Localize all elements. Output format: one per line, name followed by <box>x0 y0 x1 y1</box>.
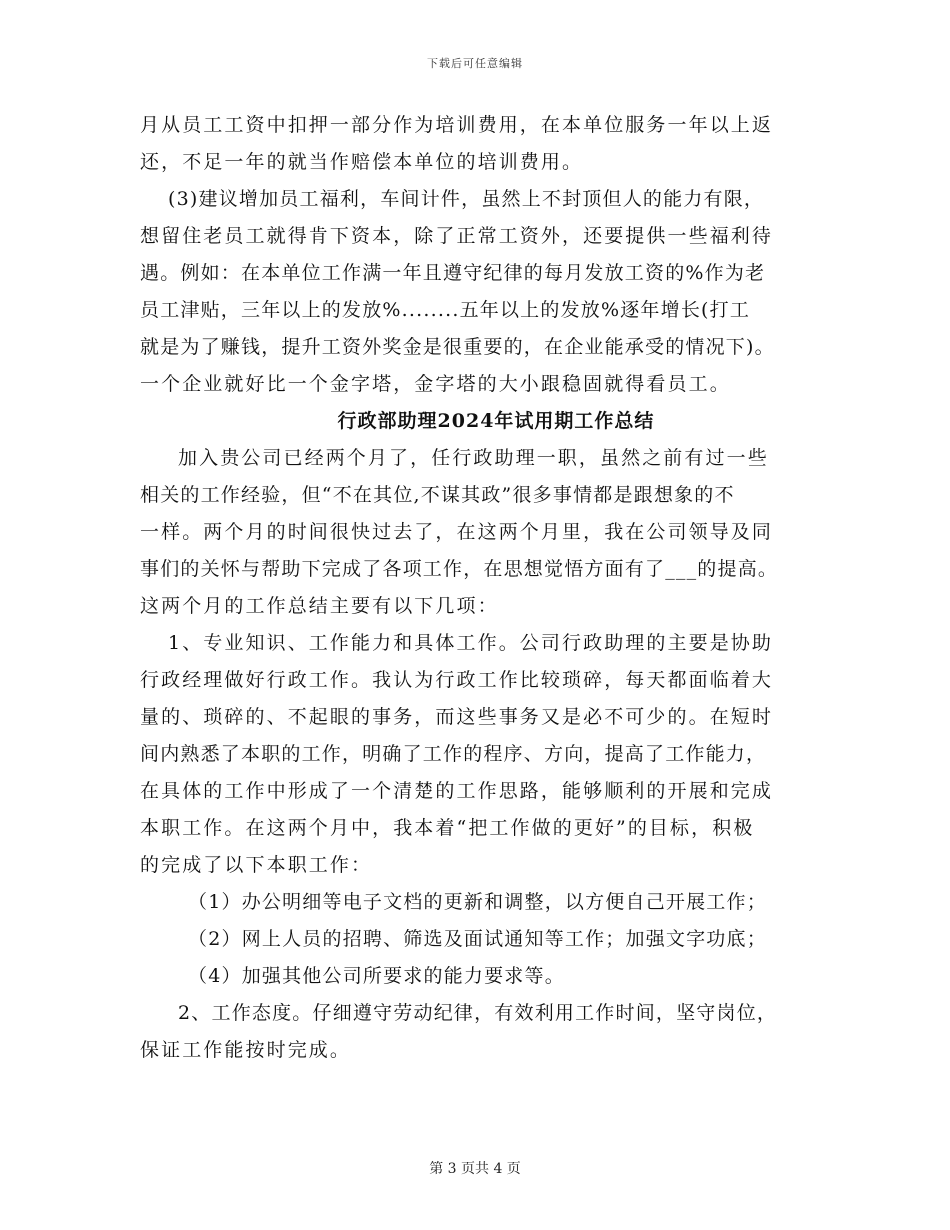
paragraph-line: 间内熟悉了本职的工作，明确了工作的程序、方向，提高了工作能力， <box>140 743 767 765</box>
paragraph-line: 月从员工工资中扣押一部分作为培训费用，在本单位服务一年以上返 <box>140 114 774 136</box>
paragraph-line: 行政经理做好行政工作。我认为行政工作比较琐碎，每天都面临着大 <box>140 669 774 691</box>
paragraph-line: 一个企业就好比一个金字塔，金字塔的大小跟稳固就得看员工。 <box>140 373 731 395</box>
document-body <box>140 107 812 1069</box>
paragraph-line: 这两个月的工作总结主要有以下几项： <box>140 595 499 617</box>
paragraph-line: 保证工作能按时完成。 <box>140 1039 352 1061</box>
list-item: （4）加强其他公司所要求的能力要求等。 <box>188 965 565 987</box>
paragraph-line: 的完成了以下本职工作： <box>140 854 373 876</box>
paragraph-line: 还，不足一年的就当作赔偿本单位的培训费用。 <box>140 151 584 173</box>
paragraph-line: 量的、琐碎的、不起眼的事务，而这些事务又是必不可少的。在短时 <box>140 706 774 728</box>
paragraph-line: 2、工作态度。仔细遵守劳动纪律，有效利用工作时间，坚守岗位， <box>178 1002 778 1024</box>
paragraph-line: 想留住老员工就得肯下资本，除了正常工资外，还要提供一些福利待 <box>140 225 774 247</box>
paragraph-line: 本职工作。在这两个月中，我本着“把工作做的更好”的目标，积极 <box>140 817 755 839</box>
paragraph-line: 员工津贴，三年以上的发放%........五年以上的发放%逐年增长(打工 <box>140 299 751 321</box>
paragraph-line: 遇。例如：在本单位工作满一年且遵守纪律的每月发放工资的%作为老 <box>140 262 766 284</box>
paragraph-line: 加入贵公司已经两个月了，任行政助理一职，虽然之前有过一些 <box>178 447 769 469</box>
paragraph-line: (3)建议增加员工福利，车间计件，虽然上不封顶但人的能力有限， <box>168 188 765 210</box>
page-header: 下载后可任意编辑 <box>427 57 523 70</box>
paragraph-line: 就是为了赚钱，提升工资外奖金是很重要的，在企业能承受的情况下)。 <box>140 336 775 358</box>
paragraph-line: 1、专业知识、工作能力和具体工作。公司行政助理的主要是协助 <box>168 632 773 654</box>
list-item: （2）网上人员的招聘、筛选及面试通知等工作；加强文字功底； <box>188 928 767 950</box>
section-title: 行政部助理2024年试用期工作总结 <box>337 410 655 432</box>
paragraph-line: 相关的工作经验，但“不在其位,不谋其政”很多事情都是跟想象的不 <box>140 484 735 506</box>
page-footer: 第 3 页共 4 页 <box>429 1161 521 1177</box>
paragraph-line: 在具体的工作中形成了一个清楚的工作思路，能够顺利的开展和完成 <box>140 780 774 802</box>
list-item: （1）办公明细等电子文档的更新和调整，以方便自己开展工作； <box>188 891 767 913</box>
paragraph-line: 一样。两个月的时间很快过去了，在这两个月里，我在公司领导及同 <box>140 521 774 543</box>
paragraph-line: 事们的关怀与帮助下完成了各项工作，在思想觉悟方面有了___的提高。 <box>140 558 779 580</box>
